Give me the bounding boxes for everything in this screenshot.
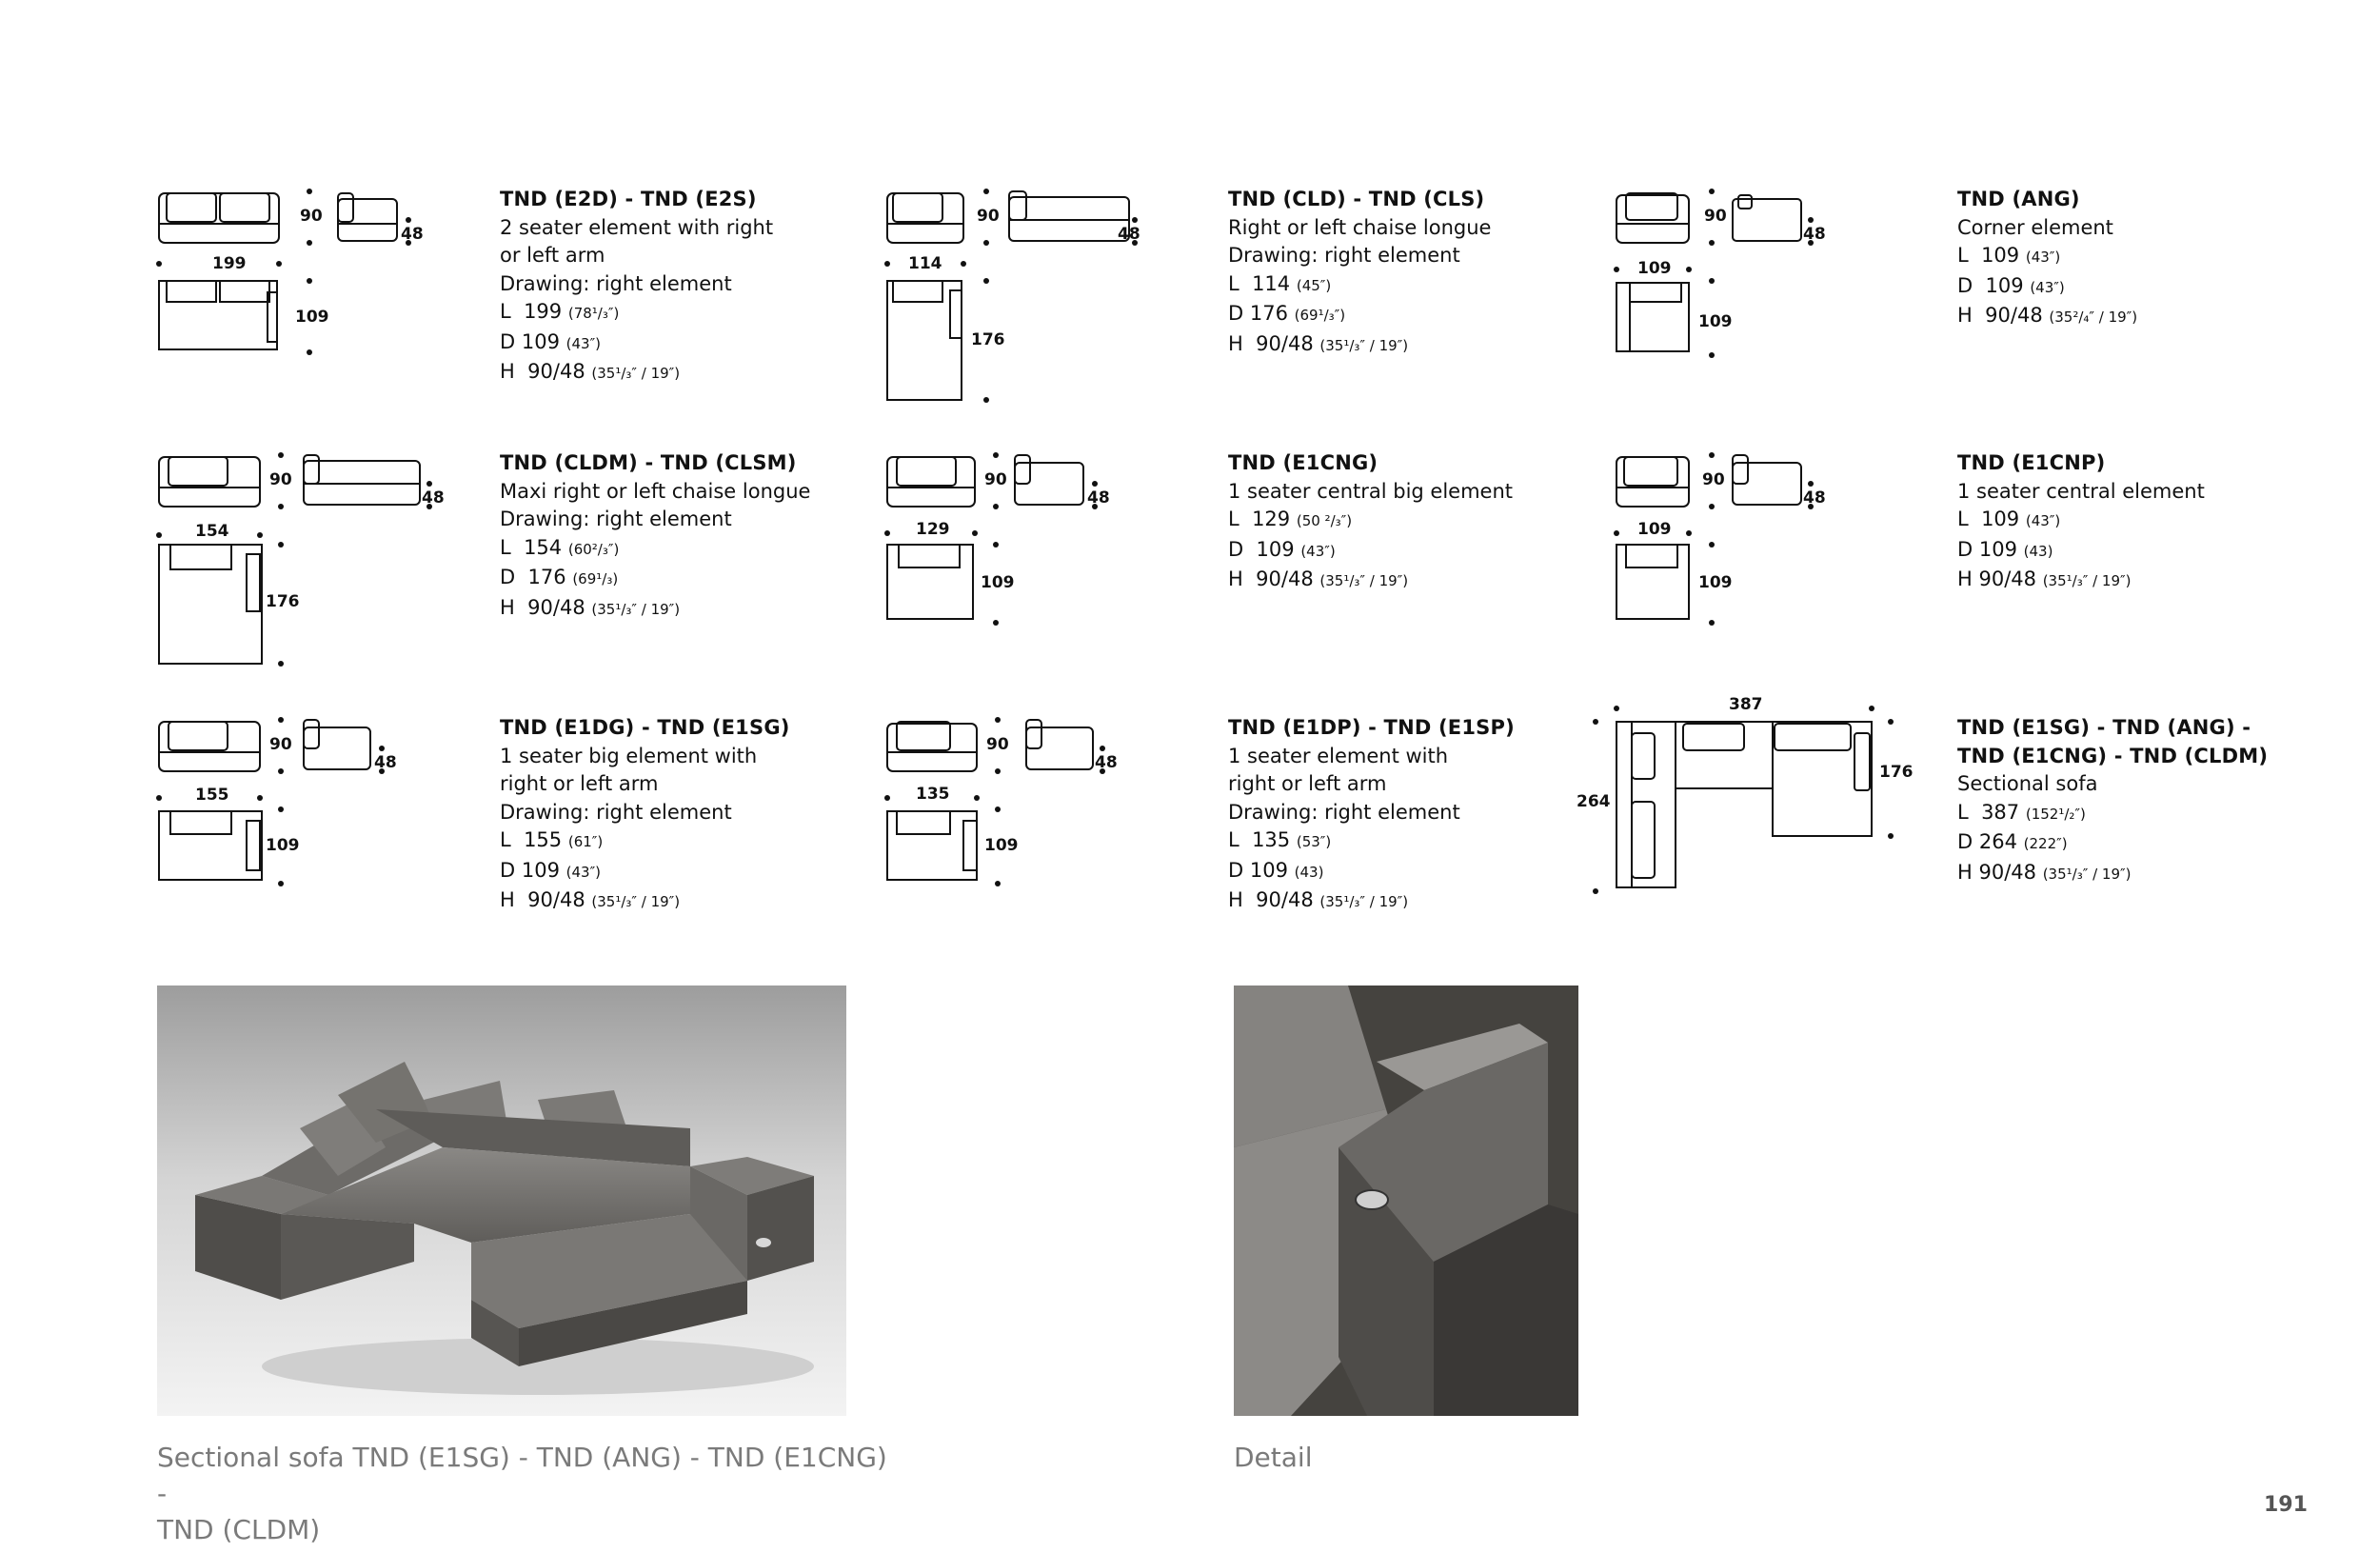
e1dg-width-label: 155 <box>195 786 229 805</box>
e1cnp-drawing <box>1615 449 1957 668</box>
e1dp-desc-1: 1 seater element with <box>1228 744 1449 767</box>
e1dp-desc-3: Drawing: right element <box>1228 800 1460 824</box>
e1cng-dim-l: L 129 (50 ²/₃″) <box>1228 508 1353 530</box>
sectional-line-drawing <box>1577 697 1957 926</box>
e1dp-dim-h: H 90/48 (35¹/₃″ / 19″) <box>1228 888 1409 911</box>
cld-drawing <box>885 186 1228 405</box>
e1dp-depth-label: 109 <box>984 836 1019 855</box>
cldm-desc-1: Maxi right or left chaise longue <box>500 479 811 503</box>
cldm-code: TND (CLDM) - TND (CLSM) <box>500 451 797 474</box>
e1cnp-desc-1: 1 seater central element <box>1957 479 2205 503</box>
e1cng-dim-h: H 90/48 (35¹/₃″ / 19″) <box>1228 567 1409 590</box>
cldm-dim-h: H 90/48 (35¹/₃″ / 19″) <box>500 595 681 619</box>
e1dg-drawing <box>157 714 500 933</box>
e1dg-dim-h: H 90/48 (35¹/₃″ / 19″) <box>500 888 681 911</box>
e1cnp-dim-l: L 109 (43″) <box>1957 508 2061 530</box>
sectional-photo-caption <box>157 1440 900 1548</box>
sectional-dim-d: D 264 (222″) <box>1957 830 2068 853</box>
product-entry-e2d <box>157 186 881 405</box>
e1cnp-back-label: 48 <box>1803 488 1826 508</box>
cldm-width-label: 154 <box>195 522 229 541</box>
detail-illustration <box>1234 986 1578 1416</box>
e1dp-back-label: 48 <box>1095 753 1118 772</box>
cld-width-label: 114 <box>908 254 942 273</box>
e1dp-width-label: 135 <box>916 785 950 804</box>
cld-dim-l: L 114 (45″) <box>1228 271 1332 295</box>
ang-desc-1: Corner element <box>1957 215 2113 239</box>
e1dg-line-drawing <box>157 714 500 933</box>
product-entry-e1dp <box>885 714 1609 933</box>
e1cng-dim-d: D 109 (43″) <box>1228 537 1336 561</box>
cld-height-label: 90 <box>977 207 1000 226</box>
cldm-dim-d: D 176 (69¹/₃) <box>500 566 619 588</box>
e1dg-height-label: 90 <box>269 735 292 754</box>
sectional-depth2-label: 176 <box>1879 763 1914 782</box>
e2d-dim-l: L 199 (78¹/₃″) <box>500 300 620 323</box>
cld-back-label: 48 <box>1118 225 1140 244</box>
e2d-line-drawing <box>157 186 500 405</box>
e1cng-width-label: 129 <box>916 520 950 539</box>
cld-code: TND (CLD) - TND (CLS) <box>1228 188 1485 210</box>
sectional-code-1: TND (E1SG) - TND (ANG) - <box>1957 716 2251 739</box>
e1dg-desc-3: Drawing: right element <box>500 800 732 824</box>
e1cng-spec <box>1228 449 1609 596</box>
product-entry-e1cng <box>885 449 1609 668</box>
cld-line-drawing <box>885 186 1228 405</box>
e1dg-depth-label: 109 <box>266 836 300 855</box>
detail-photo <box>1234 986 1578 1416</box>
e1cnp-code: TND (E1CNP) <box>1957 451 2106 474</box>
ang-dim-d: D 109 (43″) <box>1957 273 2065 297</box>
e2d-desc-3: Drawing: right element <box>500 271 732 295</box>
sectional-spec <box>1957 714 2338 888</box>
sectional-sofa-photo <box>157 986 846 1416</box>
e2d-drawing <box>157 186 500 405</box>
sectional-dim-l: L 387 (152¹/₂″) <box>1957 800 2086 824</box>
e1cng-back-label: 48 <box>1087 488 1110 508</box>
e1cnp-height-label: 90 <box>1702 470 1725 489</box>
cld-dim-d: D 176 (69¹/₃″) <box>1228 302 1346 325</box>
e2d-dim-d: D 109 (43″) <box>500 329 602 353</box>
e1cnp-width-label: 109 <box>1637 520 1672 539</box>
sectional-drawing <box>1577 697 1957 926</box>
product-entry-ang <box>1615 186 2338 405</box>
cldm-line-drawing <box>157 449 500 668</box>
product-entry-cldm <box>157 449 881 668</box>
ang-back-label: 48 <box>1803 225 1826 244</box>
cldm-spec <box>500 449 881 624</box>
ang-line-drawing <box>1615 186 1957 405</box>
e2d-spec <box>500 186 881 388</box>
e1dg-dim-d: D 109 (43″) <box>500 858 602 882</box>
e1cng-depth-label: 109 <box>981 573 1015 592</box>
ang-depth-label: 109 <box>1698 312 1733 331</box>
e1dp-code: TND (E1DP) - TND (E1SP) <box>1228 716 1515 739</box>
e1cnp-line-drawing <box>1615 449 1957 668</box>
detail-photo-caption: Detail <box>1234 1442 1313 1473</box>
cld-depth-label: 176 <box>971 330 1005 349</box>
ang-spec <box>1957 186 2338 332</box>
e2d-depth-label: 109 <box>295 308 329 327</box>
e2d-desc-1: 2 seater element with right <box>500 215 774 239</box>
e1cnp-depth-label: 109 <box>1698 573 1733 592</box>
e1cnp-dim-h: H 90/48 (35¹/₃″ / 19″) <box>1957 567 2132 590</box>
cld-dim-h: H 90/48 (35¹/₃″ / 19″) <box>1228 331 1409 355</box>
e1dp-height-label: 90 <box>986 735 1009 754</box>
e2d-width-label: 199 <box>212 254 247 273</box>
cldm-back-label: 48 <box>422 488 445 508</box>
cld-spec <box>1228 186 1609 360</box>
e1cng-line-drawing <box>885 449 1228 668</box>
cld-desc-1: Right or left chaise longue <box>1228 215 1492 239</box>
e2d-desc-2: or left arm <box>500 244 605 267</box>
e1dg-spec <box>500 714 881 917</box>
sectional-desc-1: Sectional sofa <box>1957 772 2098 795</box>
product-entry-sectional <box>1577 697 2300 916</box>
e1dg-desc-1: 1 seater big element with <box>500 744 758 767</box>
e1cng-height-label: 90 <box>984 470 1007 489</box>
product-entry-cld <box>885 186 1609 405</box>
cldm-height-label: 90 <box>269 470 292 489</box>
e1cnp-spec <box>1957 449 2338 596</box>
ang-code: TND (ANG) <box>1957 188 2080 210</box>
e1dp-desc-2: right or left arm <box>1228 772 1387 795</box>
e1cng-code: TND (E1CNG) <box>1228 451 1378 474</box>
e1cng-desc-1: 1 seater central big element <box>1228 479 1514 503</box>
cldm-drawing <box>157 449 500 668</box>
product-entry-e1cnp <box>1615 449 2338 668</box>
sectional-code-2: TND (E1CNG) - TND (CLDM) <box>1957 744 2269 767</box>
e1cnp-dim-d: D 109 (43) <box>1957 537 2053 561</box>
cldm-desc-2: Drawing: right element <box>500 508 732 530</box>
e1cng-drawing <box>885 449 1228 668</box>
sectional-depth-label: 264 <box>1577 792 1611 811</box>
e1dg-desc-2: right or left arm <box>500 772 659 795</box>
ang-dim-l: L 109 (43″) <box>1957 244 2061 267</box>
e2d-dim-h: H 90/48 (35¹/₃″ / 19″) <box>500 360 681 383</box>
sectional-dim-h: H 90/48 (35¹/₃″ / 19″) <box>1957 860 2132 884</box>
e1dg-back-label: 48 <box>374 753 397 772</box>
e1dg-dim-l: L 155 (61″) <box>500 828 604 851</box>
ang-width-label: 109 <box>1637 259 1672 278</box>
cldm-depth-label: 176 <box>266 592 300 611</box>
e1dp-dim-l: L 135 (53″) <box>1228 828 1332 851</box>
cldm-dim-l: L 154 (60²/₃″) <box>500 535 620 559</box>
e1dp-line-drawing <box>885 714 1228 933</box>
e1dg-code: TND (E1DG) - TND (E1SG) <box>500 716 790 739</box>
e2d-back-label: 48 <box>401 225 424 244</box>
ang-drawing <box>1615 186 1957 405</box>
sectional-width-label: 387 <box>1729 695 1763 714</box>
cld-desc-2: Drawing: right element <box>1228 244 1460 267</box>
page-number: 191 <box>2264 1493 2308 1517</box>
e1dp-spec <box>1228 714 1609 917</box>
ang-height-label: 90 <box>1704 207 1727 226</box>
e1dp-dim-d: D 109 (43) <box>1228 858 1324 882</box>
product-entry-e1dg <box>157 714 881 933</box>
e2d-height-label: 90 <box>300 207 323 226</box>
e1dp-drawing <box>885 714 1228 933</box>
sectional-sofa-illustration <box>157 986 846 1416</box>
caption-line-1: Sectional sofa TND (E1SG) - TND (ANG) - TND (E1CNG) - <box>157 1442 887 1509</box>
e2d-code: TND (E2D) - TND (E2S) <box>500 188 757 210</box>
ang-dim-h: H 90/48 (35²/₄″ / 19″) <box>1957 304 2138 327</box>
caption-line-2: TND (CLDM) <box>157 1514 321 1545</box>
